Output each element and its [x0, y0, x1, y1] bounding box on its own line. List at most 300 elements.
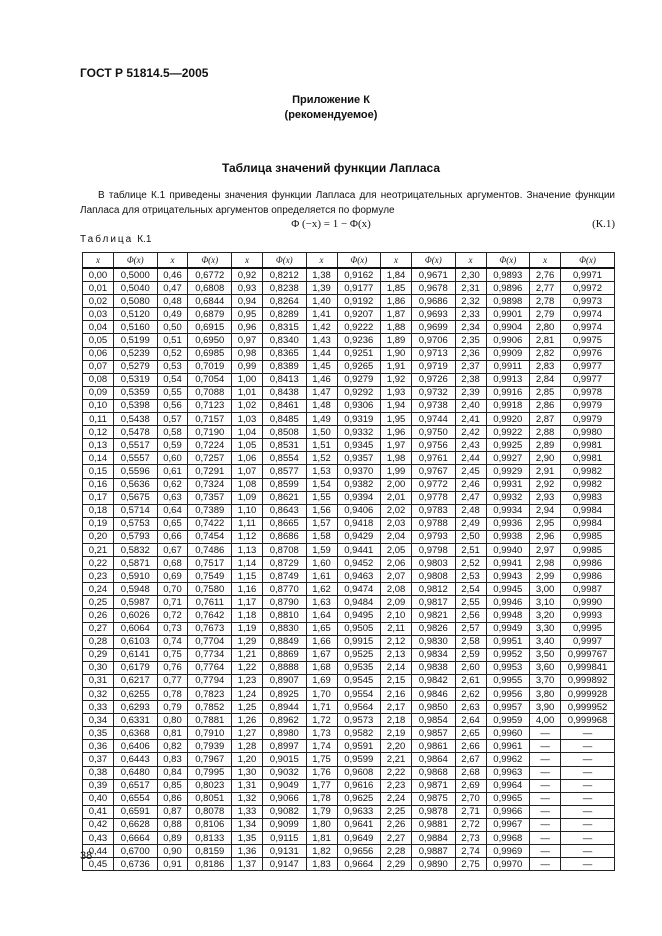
- cell-phi: 0,999928: [561, 688, 615, 701]
- cell-phi: 0,6255: [113, 688, 157, 701]
- cell-phi: 0,9706: [412, 334, 456, 347]
- formula: Φ (−x) = 1 − Φ(x): [291, 218, 371, 230]
- cell-phi: 0,7852: [188, 701, 232, 714]
- cell-phi: 0,9898: [486, 295, 530, 308]
- cell-phi: 0,9913: [486, 373, 530, 386]
- cell-x: 1,56: [306, 504, 337, 517]
- table-row: [83, 334, 615, 347]
- cell-phi: 0,6950: [188, 334, 232, 347]
- column-header-x: x: [83, 253, 114, 269]
- cell-x: 2,67: [455, 753, 486, 766]
- cell-x: 1,93: [381, 386, 412, 399]
- cell-phi: 0,6293: [113, 701, 157, 714]
- cell-x: 1,87: [381, 308, 412, 321]
- cell-phi: 0,8907: [262, 674, 306, 687]
- cell-x: 2,18: [381, 714, 412, 727]
- cell-phi: 0,9957: [486, 701, 530, 714]
- cell-x: 0,74: [157, 635, 188, 648]
- cell-phi: 0,9997: [561, 635, 615, 648]
- cell-phi: 0,9881: [412, 818, 456, 831]
- cell-phi: 0,9995: [561, 622, 615, 635]
- table-row: [83, 478, 615, 491]
- cell-phi: 0,5948: [113, 583, 157, 596]
- cell-x: 1,42: [306, 321, 337, 334]
- cell-phi: 0,9875: [412, 792, 456, 805]
- cell-x: 1,48: [306, 399, 337, 412]
- cell-x: 2,72: [455, 818, 486, 831]
- cell-phi: 0,5080: [113, 295, 157, 308]
- cell-phi: —: [561, 805, 615, 818]
- table-row: [83, 321, 615, 334]
- cell-x: 1,61: [306, 570, 337, 583]
- cell-x: 1,11: [232, 517, 263, 530]
- cell-x: —: [530, 818, 561, 831]
- cell-x: 2,15: [381, 674, 412, 687]
- table-row: [83, 727, 615, 740]
- cell-phi: 0,7257: [188, 452, 232, 465]
- cell-x: 2,31: [455, 282, 486, 295]
- table-row: [83, 308, 615, 321]
- table-row: [83, 465, 615, 478]
- cell-x: 0,30: [83, 661, 114, 674]
- cell-x: 2,45: [455, 465, 486, 478]
- cell-x: 1,28: [232, 740, 263, 753]
- cell-phi: 0,7088: [188, 386, 232, 399]
- cell-phi: 0,9192: [337, 295, 381, 308]
- cell-phi: 0,9961: [486, 740, 530, 753]
- cell-x: 2,41: [455, 413, 486, 426]
- cell-x: 1,07: [232, 465, 263, 478]
- cell-phi: 0,9756: [412, 439, 456, 452]
- cell-phi: 0,9911: [486, 360, 530, 373]
- cell-x: 1,05: [232, 439, 263, 452]
- cell-phi: 0,9357: [337, 452, 381, 465]
- cell-x: 1,75: [306, 753, 337, 766]
- cell-phi: 0,8438: [262, 386, 306, 399]
- cell-phi: 0,7704: [188, 635, 232, 648]
- cell-x: 0,55: [157, 386, 188, 399]
- cell-phi: 0,7357: [188, 491, 232, 504]
- cell-x: 1,31: [232, 779, 263, 792]
- cell-x: 1,71: [306, 701, 337, 714]
- cell-x: 2,02: [381, 504, 412, 517]
- cell-x: 1,22: [232, 661, 263, 674]
- cell-phi: —: [561, 766, 615, 779]
- cell-x: 1,99: [381, 465, 412, 478]
- cell-x: 0,59: [157, 439, 188, 452]
- cell-phi: 0,9986: [561, 570, 615, 583]
- cell-x: 1,18: [232, 609, 263, 622]
- cell-x: 0,97: [232, 334, 263, 347]
- cell-x: 0,24: [83, 583, 114, 596]
- cell-x: 2,53: [455, 570, 486, 583]
- cell-phi: 0,7224: [188, 439, 232, 452]
- cell-phi: 0,9177: [337, 282, 381, 295]
- cell-x: 0,35: [83, 727, 114, 740]
- cell-phi: 0,9732: [412, 386, 456, 399]
- cell-phi: 0,9920: [486, 413, 530, 426]
- cell-phi: 0,9474: [337, 583, 381, 596]
- cell-x: 0,60: [157, 452, 188, 465]
- table-row: [83, 530, 615, 543]
- cell-x: 1,10: [232, 504, 263, 517]
- cell-x: 0,65: [157, 517, 188, 530]
- cell-phi: 0,7486: [188, 543, 232, 556]
- cell-phi: 0,9761: [412, 452, 456, 465]
- cell-phi: 0,9978: [561, 386, 615, 399]
- cell-phi: 0,9625: [337, 792, 381, 805]
- cell-phi: 0,9960: [486, 727, 530, 740]
- cell-x: 2,13: [381, 648, 412, 661]
- cell-x: 1,37: [232, 858, 263, 871]
- cell-x: 2,57: [455, 622, 486, 635]
- cell-x: 0,73: [157, 622, 188, 635]
- cell-x: 0,23: [83, 570, 114, 583]
- cell-phi: —: [561, 845, 615, 858]
- cell-phi: 0,9591: [337, 740, 381, 753]
- cell-x: 2,97: [530, 543, 561, 556]
- cell-phi: 0,9976: [561, 347, 615, 360]
- cell-x: 1,19: [232, 622, 263, 635]
- cell-phi: 0,9484: [337, 596, 381, 609]
- cell-x: 0,62: [157, 478, 188, 491]
- cell-phi: 0,6064: [113, 622, 157, 635]
- cell-x: 1,85: [381, 282, 412, 295]
- cell-phi: 0,9864: [412, 753, 456, 766]
- cell-phi: 0,9934: [486, 504, 530, 517]
- cell-x: 1,29: [232, 635, 263, 648]
- cell-phi: 0,8212: [262, 268, 306, 282]
- table-row: [83, 268, 615, 282]
- cell-x: 0,79: [157, 701, 188, 714]
- cell-x: —: [530, 766, 561, 779]
- cell-x: 2,39: [455, 386, 486, 399]
- cell-phi: 0,9936: [486, 517, 530, 530]
- cell-phi: 0,7389: [188, 504, 232, 517]
- cell-phi: 0,9279: [337, 373, 381, 386]
- cell-phi: 0,9952: [486, 648, 530, 661]
- cell-x: 1,82: [306, 845, 337, 858]
- cell-phi: 0,9949: [486, 622, 530, 635]
- cell-x: 0,10: [83, 399, 114, 412]
- cell-x: 1,09: [232, 491, 263, 504]
- cell-x: 1,88: [381, 321, 412, 334]
- cell-phi: 0,9664: [337, 858, 381, 871]
- cell-phi: 0,6808: [188, 282, 232, 295]
- cell-phi: 0,9890: [412, 858, 456, 871]
- cell-phi: 0,9983: [561, 491, 615, 504]
- cell-phi: 0,9236: [337, 334, 381, 347]
- cell-x: 0,95: [232, 308, 263, 321]
- cell-x: 2,40: [455, 399, 486, 412]
- cell-phi: 0,9535: [337, 661, 381, 674]
- cell-phi: 0,9265: [337, 360, 381, 373]
- cell-x: 2,61: [455, 674, 486, 687]
- cell-x: 0,20: [83, 530, 114, 543]
- cell-x: 2,26: [381, 818, 412, 831]
- cell-phi: 0,9968: [486, 832, 530, 845]
- cell-x: 1,04: [232, 426, 263, 439]
- cell-x: 2,27: [381, 832, 412, 845]
- cell-phi: 0,9793: [412, 530, 456, 543]
- cell-x: 2,43: [455, 439, 486, 452]
- cell-x: 2,06: [381, 557, 412, 570]
- cell-phi: 0,9821: [412, 609, 456, 622]
- cell-phi: 0,9984: [561, 504, 615, 517]
- cell-phi: 0,6103: [113, 635, 157, 648]
- cell-x: 1,72: [306, 714, 337, 727]
- cell-phi: 0,7422: [188, 517, 232, 530]
- cell-x: 1,76: [306, 766, 337, 779]
- cell-x: 0,06: [83, 347, 114, 360]
- cell-x: 0,11: [83, 413, 114, 426]
- cell-x: 0,82: [157, 740, 188, 753]
- cell-phi: 0,9963: [486, 766, 530, 779]
- cell-phi: 0,6406: [113, 740, 157, 753]
- cell-phi: 0,9406: [337, 504, 381, 517]
- cell-x: 3,00: [530, 583, 561, 596]
- cell-x: 2,35: [455, 334, 486, 347]
- cell-x: 2,94: [530, 504, 561, 517]
- cell-x: 0,52: [157, 347, 188, 360]
- cell-phi: 0,9838: [412, 661, 456, 674]
- cell-x: 0,05: [83, 334, 114, 347]
- cell-x: 1,74: [306, 740, 337, 753]
- cell-phi: 0,8665: [262, 517, 306, 530]
- cell-x: 0,21: [83, 543, 114, 556]
- cell-x: 1,06: [232, 452, 263, 465]
- table-row: [83, 399, 615, 412]
- cell-x: 1,69: [306, 674, 337, 687]
- cell-x: 0,25: [83, 596, 114, 609]
- cell-x: 0,47: [157, 282, 188, 295]
- cell-x: 2,25: [381, 805, 412, 818]
- cell-phi: 0,6368: [113, 727, 157, 740]
- cell-phi: 0,9967: [486, 818, 530, 831]
- cell-x: 2,95: [530, 517, 561, 530]
- cell-phi: 0,8849: [262, 635, 306, 648]
- cell-x: 2,48: [455, 504, 486, 517]
- cell-phi: 0,9345: [337, 439, 381, 452]
- table-row: [83, 557, 615, 570]
- cell-phi: 0,9505: [337, 622, 381, 635]
- cell-phi: 0,8389: [262, 360, 306, 373]
- cell-phi: 0,6517: [113, 779, 157, 792]
- cell-x: 1,43: [306, 334, 337, 347]
- cell-x: 2,71: [455, 805, 486, 818]
- cell-phi: 0,8238: [262, 282, 306, 295]
- cell-phi: —: [561, 818, 615, 831]
- cell-x: 1,86: [381, 295, 412, 308]
- cell-x: 2,81: [530, 334, 561, 347]
- cell-phi: 0,9649: [337, 832, 381, 845]
- cell-phi: 0,9573: [337, 714, 381, 727]
- column-header-x: x: [157, 253, 188, 269]
- cell-phi: 0,9082: [262, 805, 306, 818]
- cell-phi: 0,9798: [412, 543, 456, 556]
- cell-phi: 0,7517: [188, 557, 232, 570]
- cell-x: 2,82: [530, 347, 561, 360]
- cell-phi: 0,6591: [113, 805, 157, 818]
- table-row: [83, 779, 615, 792]
- cell-x: 1,58: [306, 530, 337, 543]
- cell-x: 2,55: [455, 596, 486, 609]
- cell-x: 2,64: [455, 714, 486, 727]
- cell-phi: 0,8577: [262, 465, 306, 478]
- cell-phi: 0,8023: [188, 779, 232, 792]
- cell-x: 2,20: [381, 740, 412, 753]
- cell-phi: 0,9222: [337, 321, 381, 334]
- cell-phi: 0,9131: [262, 845, 306, 858]
- cell-phi: 0,7157: [188, 413, 232, 426]
- cell-phi: 0,9959: [486, 714, 530, 727]
- cell-x: 1,38: [306, 268, 337, 282]
- cell-x: 1,39: [306, 282, 337, 295]
- cell-phi: 0,7324: [188, 478, 232, 491]
- cell-phi: 0,9979: [561, 399, 615, 412]
- cell-phi: 0,5832: [113, 543, 157, 556]
- cell-phi: 0,9868: [412, 766, 456, 779]
- table-row: [83, 426, 615, 439]
- cell-phi: —: [561, 832, 615, 845]
- cell-phi: 0,9616: [337, 779, 381, 792]
- cell-phi: 0,9394: [337, 491, 381, 504]
- cell-x: 0,16: [83, 478, 114, 491]
- cell-x: 1,25: [232, 701, 263, 714]
- cell-x: 0,80: [157, 714, 188, 727]
- cell-phi: 0,9938: [486, 530, 530, 543]
- cell-x: 3,10: [530, 596, 561, 609]
- cell-x: 3,70: [530, 674, 561, 687]
- cell-x: 2,76: [530, 268, 561, 282]
- cell-x: 1,36: [232, 845, 263, 858]
- cell-phi: 0,9846: [412, 688, 456, 701]
- cell-x: 2,75: [455, 858, 486, 871]
- cell-x: 1,77: [306, 779, 337, 792]
- cell-x: 0,27: [83, 622, 114, 635]
- cell-phi: 0,5279: [113, 360, 157, 373]
- cell-phi: 0,9744: [412, 413, 456, 426]
- cell-phi: 0,8340: [262, 334, 306, 347]
- cell-x: 2,37: [455, 360, 486, 373]
- cell-x: 0,85: [157, 779, 188, 792]
- cell-x: 2,34: [455, 321, 486, 334]
- cell-x: 1,67: [306, 648, 337, 661]
- cell-phi: 0,8508: [262, 426, 306, 439]
- cell-x: 2,66: [455, 740, 486, 753]
- cell-phi: 0,8315: [262, 321, 306, 334]
- table-row: [83, 543, 615, 556]
- cell-phi: 0,9463: [337, 570, 381, 583]
- cell-phi: 0,5636: [113, 478, 157, 491]
- cell-x: 2,52: [455, 557, 486, 570]
- cell-x: 1,92: [381, 373, 412, 386]
- cell-x: 1,44: [306, 347, 337, 360]
- cell-x: 2,17: [381, 701, 412, 714]
- table-row: [83, 570, 615, 583]
- cell-x: 2,92: [530, 478, 561, 491]
- cell-x: —: [530, 832, 561, 845]
- cell-x: 0,86: [157, 792, 188, 805]
- cell-x: 0,96: [232, 321, 263, 334]
- cell-x: —: [530, 845, 561, 858]
- appendix-title: Приложение К: [292, 94, 370, 106]
- cell-phi: 0,5753: [113, 517, 157, 530]
- cell-phi: 0,5675: [113, 491, 157, 504]
- cell-x: 0,00: [83, 268, 114, 282]
- cell-phi: —: [561, 753, 615, 766]
- cell-phi: 0,7611: [188, 596, 232, 609]
- cell-x: 0,99: [232, 360, 263, 373]
- table-row: [83, 413, 615, 426]
- cell-x: 2,73: [455, 832, 486, 845]
- cell-phi: 0,9495: [337, 609, 381, 622]
- cell-x: 0,40: [83, 792, 114, 805]
- column-header-x: x: [381, 253, 412, 269]
- cell-x: 1,01: [232, 386, 263, 399]
- cell-x: 0,37: [83, 753, 114, 766]
- cell-x: 1,73: [306, 727, 337, 740]
- cell-x: 1,59: [306, 543, 337, 556]
- cell-x: —: [530, 727, 561, 740]
- cell-phi: 0,9904: [486, 321, 530, 334]
- cell-x: 2,05: [381, 543, 412, 556]
- cell-x: 0,39: [83, 779, 114, 792]
- cell-phi: 0,9927: [486, 452, 530, 465]
- cell-x: 2,21: [381, 753, 412, 766]
- cell-x: 1,45: [306, 360, 337, 373]
- cell-x: 1,94: [381, 399, 412, 412]
- cell-x: 1,15: [232, 570, 263, 583]
- cell-x: 3,40: [530, 635, 561, 648]
- cell-x: 1,55: [306, 491, 337, 504]
- table-row: [83, 832, 615, 845]
- cell-phi: 0,6700: [113, 845, 157, 858]
- cell-x: 1,17: [232, 596, 263, 609]
- cell-phi: 0,9564: [337, 701, 381, 714]
- cell-x: 0,50: [157, 321, 188, 334]
- cell-x: 2,54: [455, 583, 486, 596]
- cell-phi: 0,9931: [486, 478, 530, 491]
- table-row: [83, 792, 615, 805]
- cell-phi: 0,8869: [262, 648, 306, 661]
- column-header-phi: Φ(x): [113, 253, 157, 269]
- cell-phi: —: [561, 779, 615, 792]
- cell-phi: 0,9948: [486, 609, 530, 622]
- cell-phi: 0,9251: [337, 347, 381, 360]
- cell-phi: 0,6217: [113, 674, 157, 687]
- table-row: [83, 504, 615, 517]
- cell-x: —: [530, 753, 561, 766]
- cell-x: 0,45: [83, 858, 114, 871]
- cell-x: 1,27: [232, 727, 263, 740]
- cell-x: 1,96: [381, 426, 412, 439]
- cell-phi: 0,9162: [337, 268, 381, 282]
- cell-x: 2,60: [455, 661, 486, 674]
- cell-phi: 0,9441: [337, 543, 381, 556]
- cell-phi: 0,7995: [188, 766, 232, 779]
- cell-x: —: [530, 858, 561, 871]
- column-header-phi: Φ(x): [561, 253, 615, 269]
- cell-phi: 0,6664: [113, 832, 157, 845]
- cell-x: 3,60: [530, 661, 561, 674]
- cell-x: 3,80: [530, 688, 561, 701]
- cell-x: 0,46: [157, 268, 188, 282]
- cell-phi: 0,9964: [486, 779, 530, 792]
- cell-x: 2,58: [455, 635, 486, 648]
- cell-phi: 0,9817: [412, 596, 456, 609]
- cell-phi: 0,999767: [561, 648, 615, 661]
